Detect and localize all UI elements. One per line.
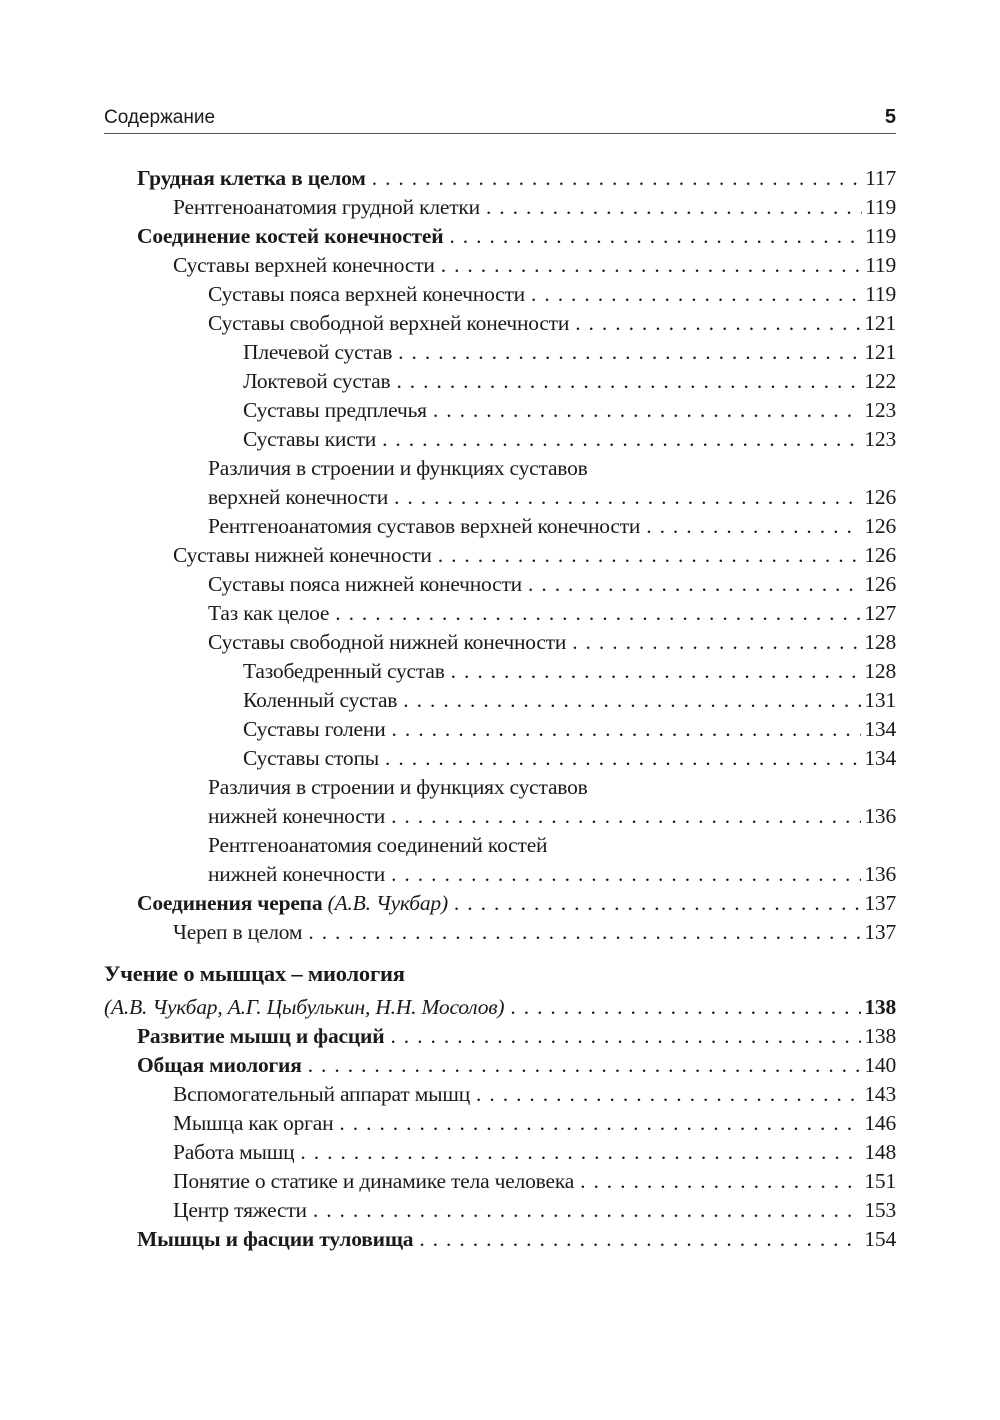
toc-entry [0, 657, 896, 686]
toc-entry [0, 483, 896, 512]
dot-leader [313, 1196, 861, 1225]
entry-page: 154 [864, 1227, 896, 1251]
toc-entry [0, 541, 896, 570]
dot-leader [391, 802, 861, 831]
toc-entry [0, 918, 896, 947]
entry-author: (А.В. Чукбар, А.Г. Цыбулькин, Н.Н. Мосолов) [104, 995, 505, 1019]
entry-page: 121 [864, 340, 896, 364]
toc-entry [0, 860, 896, 889]
toc-entry [0, 889, 896, 918]
toc-entry [0, 1138, 896, 1167]
entry-title: Тазобедренный сустав [243, 659, 445, 683]
dot-leader [580, 1167, 861, 1196]
toc-entry [0, 1196, 896, 1225]
toc-entry-first-line [0, 831, 896, 860]
toc-entry [0, 599, 896, 628]
page-number: 5 [884, 106, 896, 128]
dot-leader [454, 889, 861, 918]
section-heading [0, 959, 896, 993]
entry-page: 131 [864, 688, 896, 712]
entry-page: 128 [864, 659, 896, 683]
entry-page: 119 [865, 253, 896, 277]
dot-leader [382, 425, 861, 454]
entry-page: 153 [864, 1198, 896, 1222]
toc-entry [0, 251, 896, 280]
entry-title: Суставы кисти [243, 427, 377, 451]
toc-entry [0, 1080, 896, 1109]
entry-title: Мышцы и фасции туловища [137, 1227, 414, 1251]
entry-title: нижней конечности [208, 862, 386, 886]
entry-title: Центр тяжести [173, 1198, 307, 1222]
toc-entry [0, 993, 896, 1022]
toc-entry [0, 628, 896, 657]
toc-entry [0, 164, 896, 193]
dot-leader [433, 396, 861, 425]
dot-leader [300, 1138, 861, 1167]
entry-page: 137 [864, 920, 896, 944]
entry-title: Работа мышц [173, 1140, 295, 1164]
dot-leader [438, 541, 862, 570]
entry-author: (А.В. Чукбар) [327, 891, 448, 915]
dot-leader [476, 1080, 861, 1109]
entry-title-line: Различия в строении и функциях суставов [208, 775, 588, 799]
entry-title: Вспомогательный аппарат мышц [173, 1082, 471, 1106]
toc-entry [0, 367, 896, 396]
entry-title: Рентгеноанатомия суставов верхней конечности [208, 514, 641, 538]
toc-entry [0, 802, 896, 831]
entry-title: Грудная клетка в целом [137, 166, 366, 190]
entry-title: Суставы стопы [243, 746, 380, 770]
entry-page: 140 [864, 1053, 896, 1077]
entry-page: 121 [864, 311, 896, 335]
entry-page: 148 [864, 1140, 896, 1164]
entry-page: 134 [864, 746, 896, 770]
toc-entry [0, 570, 896, 599]
entry-page: 146 [864, 1111, 896, 1135]
toc-entry-first-line [0, 454, 896, 483]
entry-page: 117 [865, 166, 896, 190]
dot-leader [390, 1022, 861, 1051]
toc-entry [0, 222, 896, 251]
toc-entry [0, 1167, 896, 1196]
dot-leader [308, 918, 861, 947]
toc-entry [0, 1022, 896, 1051]
entry-page: 137 [864, 891, 896, 915]
dot-leader [385, 744, 861, 773]
dot-leader [403, 686, 861, 715]
entry-page: 122 [864, 369, 896, 393]
dot-leader [646, 512, 861, 541]
entry-page: 151 [864, 1169, 896, 1193]
entry-title: Суставы пояса нижней конечности [208, 572, 522, 596]
entry-title: верхней конечности [208, 485, 389, 509]
entry-title: Рентгеноанатомия грудной клетки [173, 195, 480, 219]
entry-title: Соединение костей конечностей [137, 224, 444, 248]
dot-leader [335, 599, 861, 628]
running-header-title: Содержание [104, 107, 216, 128]
dot-leader [528, 570, 861, 599]
toc-entry [0, 396, 896, 425]
entry-page: 123 [864, 398, 896, 422]
entry-title: Суставы пояса верхней конечности [208, 282, 525, 306]
dot-leader [394, 483, 861, 512]
toc-entry [0, 338, 896, 367]
entry-page: 126 [864, 572, 896, 596]
dot-leader [419, 1225, 861, 1254]
dot-leader [572, 628, 861, 657]
entry-title: нижней конечности [208, 804, 386, 828]
toc-entry [0, 193, 896, 222]
toc-entry [0, 280, 896, 309]
table-of-contents [0, 164, 1000, 1254]
dot-leader [339, 1109, 861, 1138]
entry-page: 119 [865, 224, 896, 248]
dot-leader [398, 338, 861, 367]
toc-entry [0, 1051, 896, 1080]
dot-leader [392, 715, 862, 744]
entry-title: Общая миология [137, 1053, 302, 1077]
entry-title: Коленный сустав [243, 688, 398, 712]
toc-entry [0, 686, 896, 715]
entry-page: 119 [865, 195, 896, 219]
entry-title: Соединения черепа [137, 891, 323, 915]
entry-title: Локтевой сустав [243, 369, 391, 393]
entry-page: 143 [864, 1082, 896, 1106]
entry-page: 138 [864, 995, 896, 1019]
entry-page: 126 [864, 514, 896, 538]
toc-entry-first-line [0, 773, 896, 802]
entry-page: 134 [864, 717, 896, 741]
entry-title: Мышца как орган [173, 1111, 334, 1135]
entry-title: Суставы нижней конечности [173, 543, 432, 567]
entry-title-line: Учение о мышцах – миология [104, 961, 405, 986]
entry-title: Череп в целом [173, 920, 303, 944]
dot-leader [575, 309, 861, 338]
entry-page: 119 [865, 282, 896, 306]
entry-title: Суставы голени [243, 717, 386, 741]
dot-leader [531, 280, 862, 309]
entry-page: 126 [864, 485, 896, 509]
entry-title-line: Рентгеноанатомия соединений костей [208, 833, 548, 857]
running-header [104, 106, 896, 134]
entry-title: Плечевой сустав [243, 340, 393, 364]
dot-leader [396, 367, 861, 396]
entry-title: Развитие мышц и фасций [137, 1024, 385, 1048]
dot-leader [449, 222, 862, 251]
entry-title: Суставы верхней конечности [173, 253, 435, 277]
toc-entry [0, 512, 896, 541]
section-gap [0, 947, 1000, 959]
entry-page: 127 [864, 601, 896, 625]
toc-entry [0, 309, 896, 338]
entry-page: 123 [864, 427, 896, 451]
dot-leader [486, 193, 862, 222]
dot-leader [391, 860, 861, 889]
entry-title: Суставы предплечья [243, 398, 427, 422]
dot-leader [441, 251, 862, 280]
dot-leader [451, 657, 862, 686]
entry-title: Понятие о статике и динамике тела человека [173, 1169, 575, 1193]
entry-page: 138 [864, 1024, 896, 1048]
dot-leader [308, 1051, 862, 1080]
toc-entry [0, 425, 896, 454]
toc-entry [0, 1109, 896, 1138]
entry-title-line: Различия в строении и функциях суставов [208, 456, 588, 480]
toc-entry [0, 1225, 896, 1254]
entry-page: 136 [864, 862, 896, 886]
entry-page: 126 [864, 543, 896, 567]
toc-entry [0, 744, 896, 773]
dot-leader [372, 164, 862, 193]
entry-page: 136 [864, 804, 896, 828]
entry-page: 128 [864, 630, 896, 654]
entry-title: Таз как целое [208, 601, 330, 625]
toc-entry [0, 715, 896, 744]
entry-title: Суставы свободной верхней конечности [208, 311, 570, 335]
dot-leader [510, 993, 861, 1022]
entry-title: Суставы свободной нижней конечности [208, 630, 567, 654]
